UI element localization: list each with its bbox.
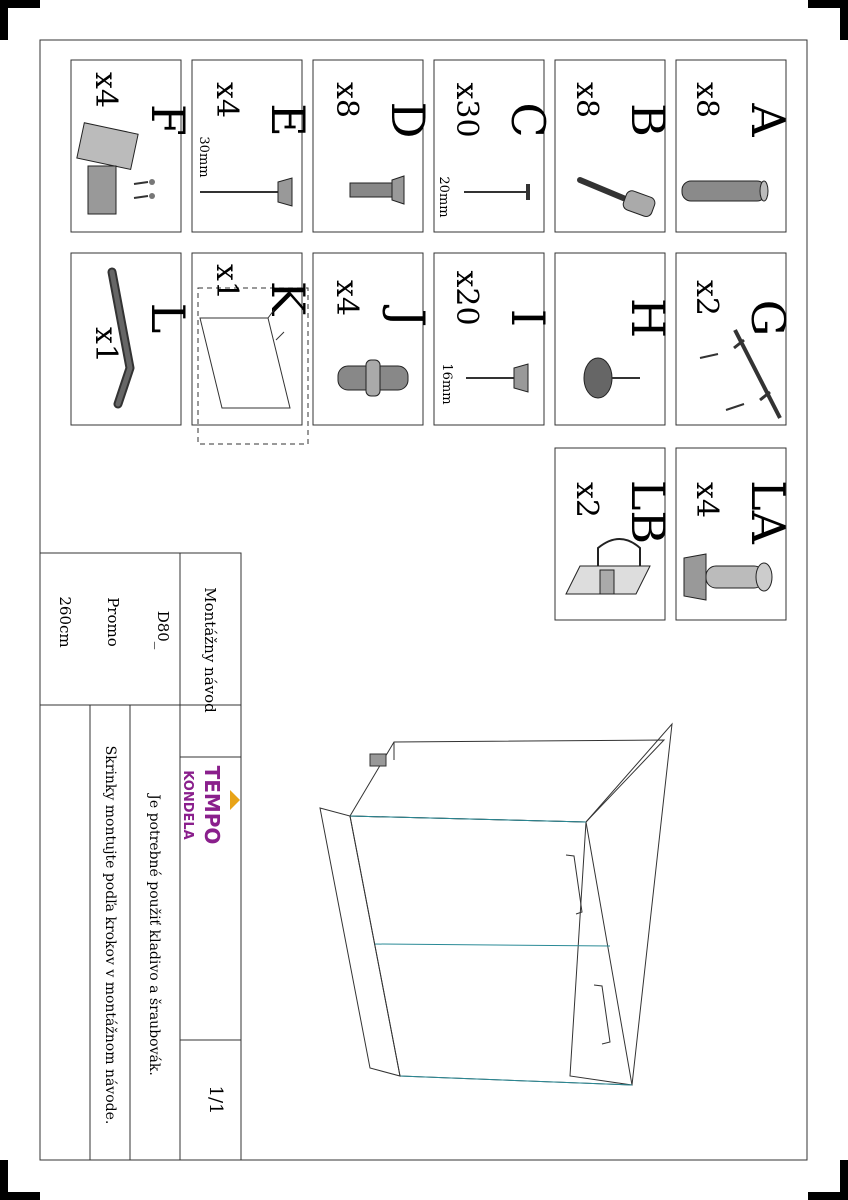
note-steps: Skrinky montujte podľa krokov v montážnom návode. [102,745,118,1125]
product-size: 260cm [56,596,74,648]
part-qty: x1 [88,326,123,364]
part-size: 30mm [196,136,211,178]
part-K [192,253,315,444]
title-block [40,553,241,1160]
part-size: 16mm [439,363,454,405]
part-B [555,60,675,232]
part-qty: x2 [689,279,724,317]
page-number: 1/1 [205,1085,226,1115]
part-I [434,253,555,425]
hinge-icon [77,123,155,214]
part-letter: LA [741,480,795,544]
logo-text-bottom: KONDELA [180,770,195,840]
part-qty: x8 [569,81,604,119]
part-letter: C [501,102,555,138]
part-L [71,253,195,425]
part-qty: x8 [689,81,724,119]
part-C [434,60,555,232]
part-A [676,60,795,232]
adjustable-leg-icon [684,554,772,600]
cabinet-illustration [320,724,672,1085]
part-letter: G [741,299,795,337]
connector-bolt-icon [580,180,657,218]
part-G [676,253,795,425]
part-letter: I [501,308,555,328]
part-LA [676,448,795,620]
small-nail-icon [466,364,528,392]
part-LB [555,448,675,620]
part-letter: E [261,103,315,137]
back-panel-icon [200,310,290,408]
logo-text-top: TEMPO [200,765,224,845]
part-H [555,253,675,425]
part-qty: x20 [449,270,484,326]
part-letter: D [381,101,435,139]
part-letter: B [621,103,675,137]
plinth-clip-icon [566,539,650,594]
handle-icon [700,330,780,418]
shelf-support-icon [338,360,408,396]
nail-icon [464,184,530,200]
note-tools: Je potrebné použiť kladivo a šraubovák. [146,794,162,1076]
part-letter: K [261,280,315,316]
part-qty: x4 [689,481,724,519]
product-line: Promo [104,597,122,647]
part-letter: LB [621,479,675,545]
part-letter: J [381,308,435,328]
screw-icon [200,178,292,206]
part-E [192,60,315,232]
title-header: Montážny návod [201,587,219,713]
part-letter: L [141,302,195,334]
dowel-icon [682,181,768,201]
part-letter: F [141,104,195,136]
part-J [313,253,435,425]
screw-sleeve-icon [350,176,404,204]
part-letter: H [621,297,675,339]
part-qty: x4 [329,279,364,317]
furniture-glide-icon [584,358,640,398]
part-D [313,60,435,232]
part-qty: x4 [209,81,244,119]
part-qty: x1 [209,263,244,301]
part-qty: x30 [449,82,484,138]
part-qty: x4 [88,71,123,109]
model-code: D80_ [154,610,172,650]
part-F [71,60,195,232]
part-qty: x8 [329,81,364,119]
part-qty: x2 [569,481,604,519]
part-letter: A [741,103,795,137]
tempo-kondela-logo [180,766,240,845]
part-size: 20mm [436,176,451,218]
